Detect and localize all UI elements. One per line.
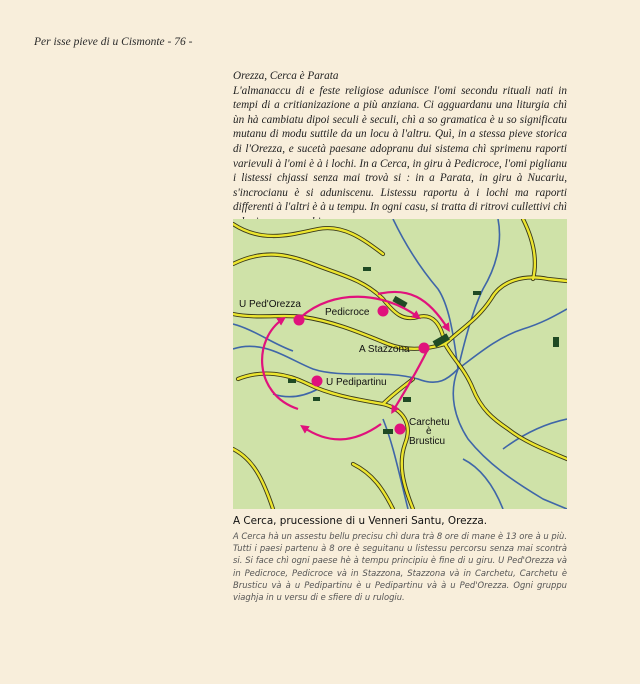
label-pedipartinu: U Pedipartinu: [326, 377, 387, 388]
figure-caption: [233, 515, 567, 603]
caption-body: A Cerca hà un assestu bellu precisu chì dura trà 8 ore di mane è 13 ore à u più. Tutti i paesi partenu à 8 ore è seguitanu u listessu percorsu senza mai scontrà si. Si face chì ogni paese hè à tempu principiu è fine di u giru. U Ped'Orezza và in Pedicroce, Pedicroce và in Stazzona, Stazzona và in Carchetu, Carchetu è Brusticu và à u Pedipartinu è u Pedipartinu và à u Ped'Orezza. Ogni gruppu viaghja in u versu di e sfiere di u rulogiu.: [233, 531, 567, 603]
village-dot-ped-orezza: [294, 315, 305, 326]
article-title: Orezza, Cerca è Parata: [233, 70, 339, 82]
village-dot-pedicroce: [378, 306, 389, 317]
village-dot-pedipartinu: [312, 376, 323, 387]
village-dot-stazzona: [419, 343, 430, 354]
running-header: Per isse pieve di u Cismonte - 76 -: [34, 36, 193, 48]
procession-map: [233, 219, 567, 509]
label-pedicroce: Pedicroce: [325, 307, 370, 318]
article: [233, 69, 567, 230]
label-brusticu: Brusticu: [409, 436, 446, 447]
label-ped-orezza: U Ped'Orezza: [239, 299, 301, 310]
caption-title: A Cerca, prucessione di u Venneri Santu, Orezza.: [233, 515, 488, 527]
village-dot-carchetu: [395, 424, 406, 435]
label-stazzona: A Stazzona: [359, 344, 410, 355]
label-carchetu: Carchetu: [409, 417, 450, 428]
article-body: L'almanaccu di e feste religiose adunisce l'omi secondu rituali nati in tempi di a critianizazione a più anziana. Ci agguardanu una liturgia chì ùn hà cambiatu dipoi seculi è seculi, chì a so gramatica è u so significatu mutanu di modu suttile da un locu à l'altru. Quì, in a stessa pieve storica di l'Orezza, e sucetà paesane adopranu dui sistema chì sprimenu raporti varievuli à l'omi è à i lochi. In a Cerca, in giru à Pedicroce, l'omi piglianu i listessi chjassi senza mai trovà si : in a Parata, in giru à Nucariu, s'incrocianu è si aduniscenu. Listessu raportu à i lochi ma raporti differenti à l'altri è à u tempu. In ogni casu, si tratta di ritrovi cullettivi chì: [233, 84, 567, 214]
label-e: è: [426, 426, 432, 437]
